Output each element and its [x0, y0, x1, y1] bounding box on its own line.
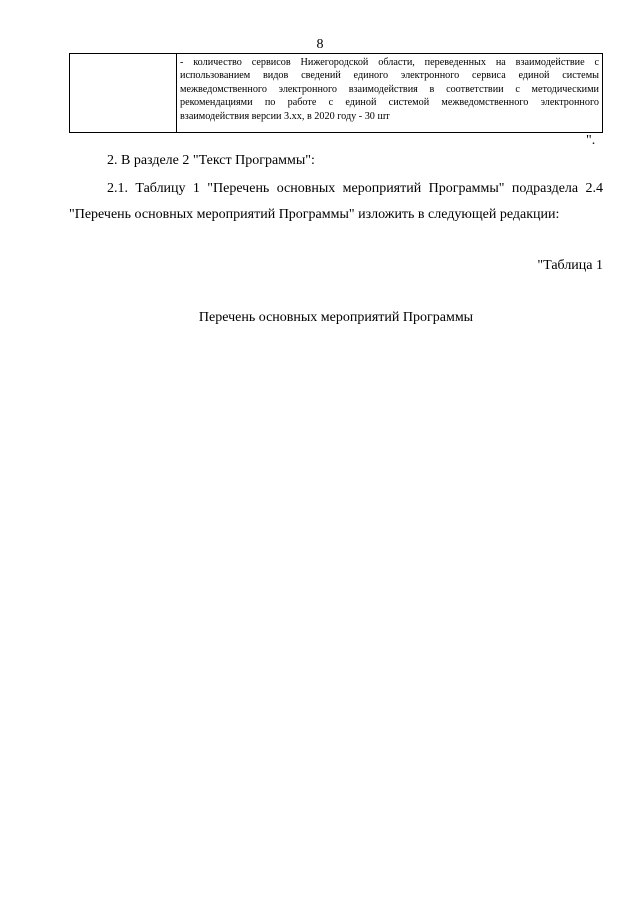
table-cell-empty: [70, 54, 177, 133]
section-heading: 2. В разделе 2 "Текст Программы":: [107, 153, 315, 168]
closing-quote: ".: [586, 133, 596, 148]
paragraph-main: 2.1. Таблицу 1 "Перечень основных мероприятий Программы" подраздела 2.4 "Перечень основных мероприятий Программы" изложить в следующей редакции:: [69, 181, 603, 222]
table-label: "Таблица 1: [537, 258, 603, 273]
page-number: 8: [316, 37, 324, 52]
table-title: Перечень основных мероприятий Программы: [198, 310, 474, 325]
table-cell-text: [177, 54, 603, 133]
indicator-text: - количество сервисов Нижегородской области, переведенных на взаимодействие с использованием видов сведений единого электронного сервиса единой системы межведомственного электронного взаимодействия в соответствии с методическими рекомендациями по работе с единой системой межведомственного электронного взаимодействия версии 3.xx, в 2020 году - 30 шт: [180, 57, 599, 122]
table-row: [70, 54, 603, 133]
indicator-table: [69, 53, 603, 133]
